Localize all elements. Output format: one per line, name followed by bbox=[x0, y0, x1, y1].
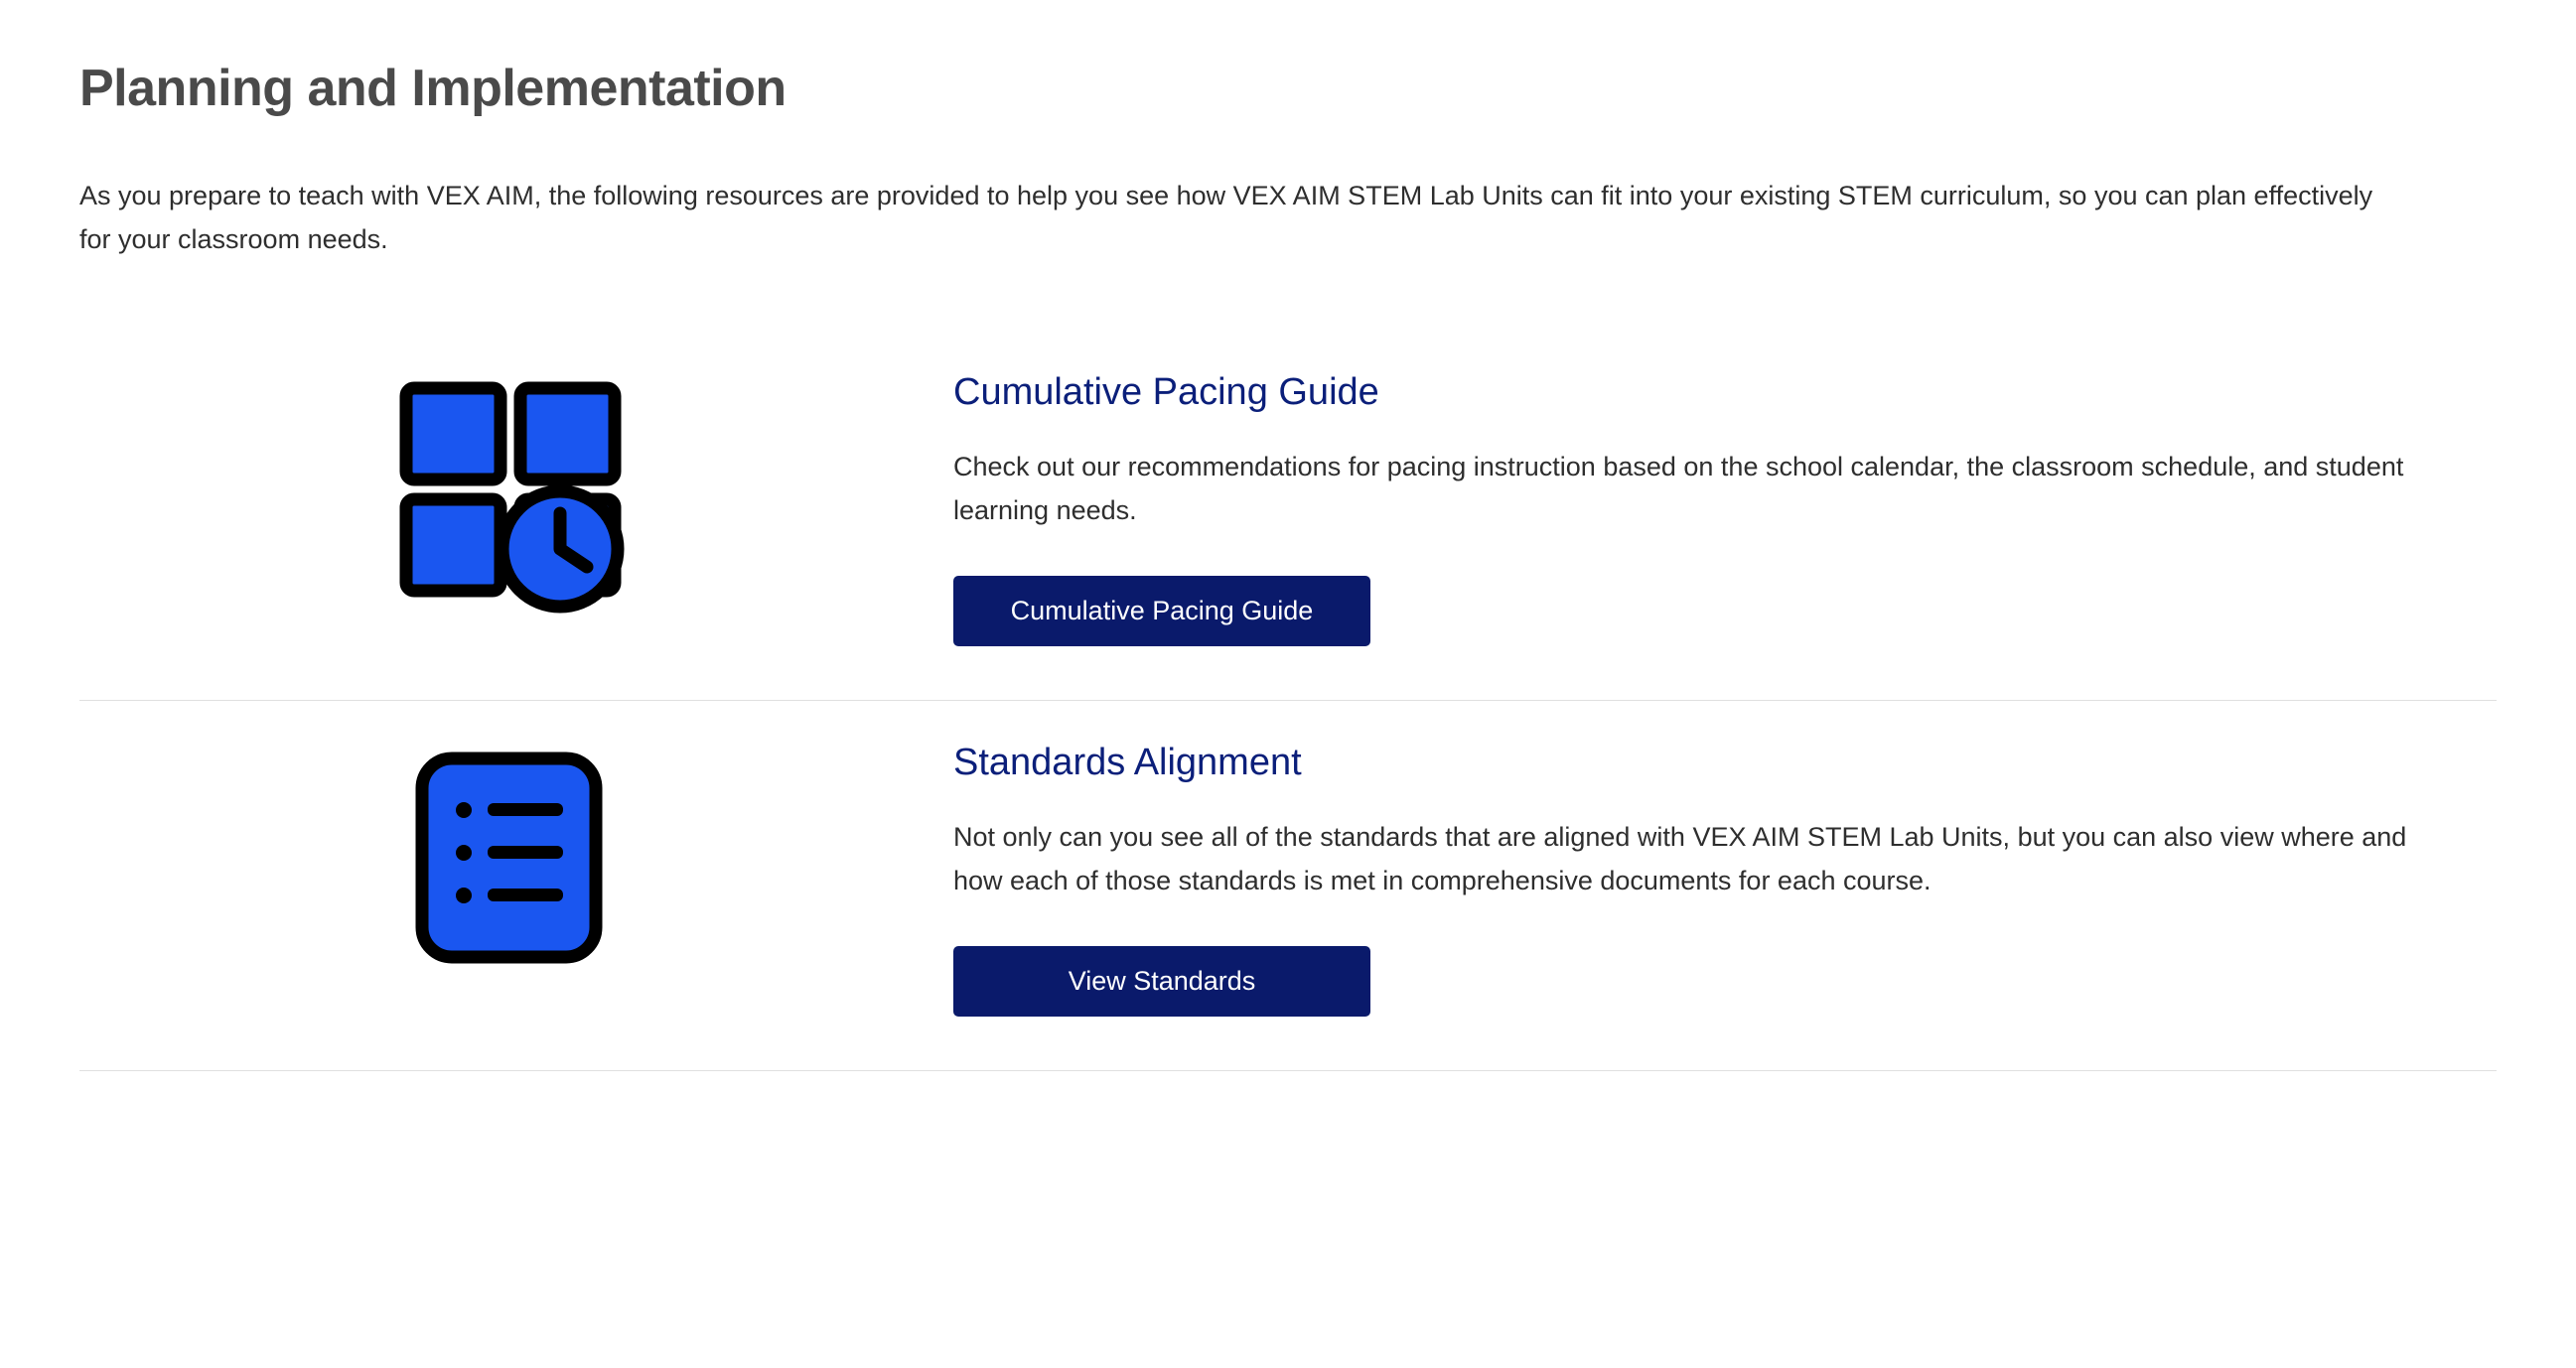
grid-clock-icon bbox=[392, 378, 641, 616]
icon-cell bbox=[79, 741, 953, 977]
cumulative-pacing-guide-button[interactable]: Cumulative Pacing Guide bbox=[953, 576, 1370, 646]
icon-cell bbox=[79, 370, 953, 616]
resource-title[interactable]: Standards Alignment bbox=[953, 742, 1302, 784]
resource-item-standards-alignment bbox=[79, 700, 2497, 1070]
view-standards-button[interactable]: View Standards bbox=[953, 946, 1370, 1017]
resource-title[interactable]: Cumulative Pacing Guide bbox=[953, 371, 1379, 414]
text-cell bbox=[953, 370, 2497, 646]
text-cell bbox=[953, 741, 2497, 1017]
resource-description: Not only can you see all of the standards that are aligned with VEX AIM STEM Lab Units, but you can also view where and how each of those standards is met in comprehensive documents for each course. bbox=[953, 821, 2407, 895]
section-divider bbox=[79, 1070, 2497, 1072]
intro-paragraph: As you prepare to teach with VEX AIM, the following resources are provided to help you see how VEX AIM STEM Lab Units can fit into your existing STEM curriculum, so you can plan effectively for your classroom needs. bbox=[79, 180, 2373, 254]
resource-description: Check out our recommendations for pacing instruction based on the school calendar, the classroom schedule, and student learning needs. bbox=[953, 451, 2404, 525]
document-list-icon bbox=[412, 749, 621, 977]
resource-item-cumulative-pacing-guide bbox=[79, 331, 2497, 700]
page-title: Planning and Implementation bbox=[79, 60, 787, 117]
